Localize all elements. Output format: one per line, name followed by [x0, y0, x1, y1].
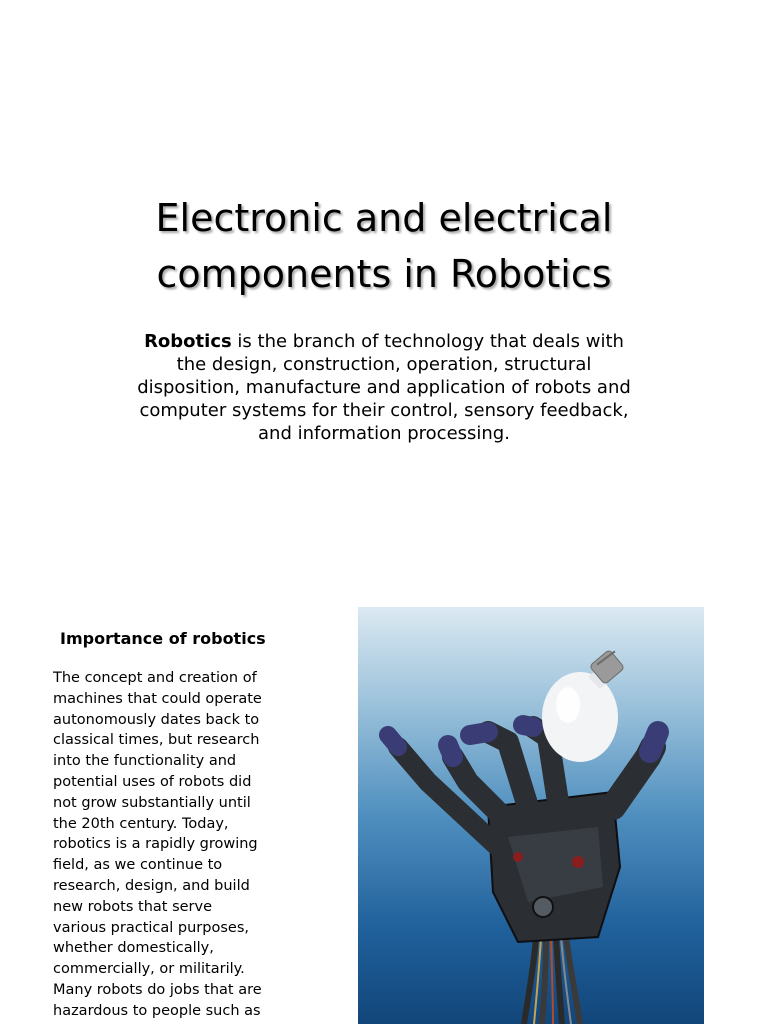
- paragraph-line: whether domestically,: [53, 940, 214, 957]
- paragraph-line: machines that could operate: [53, 690, 262, 707]
- paragraph-line: Many robots do jobs that are: [53, 981, 262, 998]
- paragraph-line: new robots that serve: [53, 898, 213, 915]
- paragraph-line: autonomously dates back to: [53, 711, 260, 728]
- intro-line-text: is the branch of technology that deals with: [231, 331, 624, 352]
- title-line: Electronic and electrical: [155, 196, 613, 240]
- importance-paragraph: [53, 668, 303, 1022]
- intro-line: disposition, manufacture and application of robots and: [137, 377, 631, 398]
- intro-term: Robotics: [144, 331, 232, 352]
- paragraph-line: The concept and creation of: [53, 670, 257, 686]
- robot-hand-photo: [358, 607, 704, 1024]
- intro-line: and information processing.: [258, 423, 510, 444]
- wire-bundle: [524, 937, 580, 1024]
- intro-paragraph: [110, 330, 658, 445]
- paragraph-line: robotics is a rapidly growing: [53, 836, 258, 853]
- title-line: components in Robotics: [156, 252, 612, 296]
- paragraph-line: the 20th century. Today,: [53, 815, 229, 832]
- intro-line: [110, 330, 658, 353]
- paragraph-line: hazardous to people such as: [53, 1002, 261, 1019]
- intro-line: computer systems for their control, sensory feedback,: [139, 400, 629, 421]
- section-heading: Importance of robotics: [60, 629, 266, 648]
- robot-hand-illustration: [358, 607, 704, 1024]
- paragraph-line: classical times, but research: [53, 732, 260, 749]
- paragraph-line: not grow substantially until: [53, 794, 251, 811]
- paragraph-line: research, design, and build: [53, 877, 250, 894]
- page-title: [60, 190, 708, 302]
- paragraph-line: commercially, or militarily.: [53, 961, 245, 978]
- light-bulb-icon: [542, 649, 625, 762]
- paragraph-line: various practical purposes,: [53, 919, 249, 936]
- paragraph-line: field, as we continue to: [53, 857, 223, 874]
- intro-line: the design, construction, operation, structural: [176, 354, 592, 375]
- paragraph-line: into the functionality and: [53, 753, 237, 770]
- paragraph-line: potential uses of robots did: [53, 773, 252, 790]
